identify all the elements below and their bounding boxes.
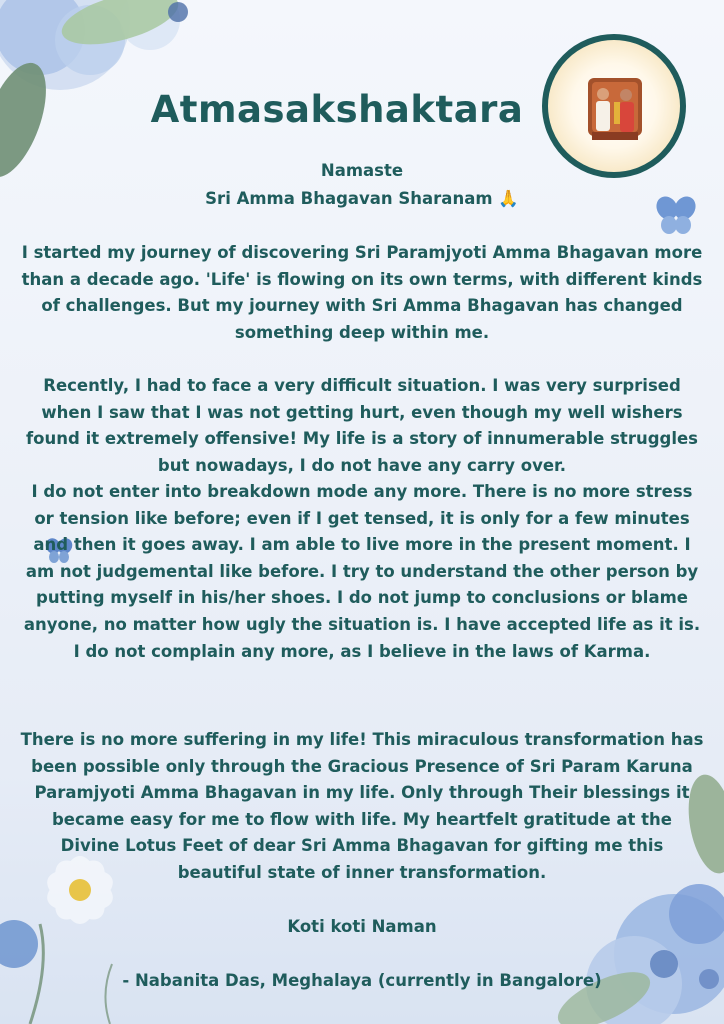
greeting-namaste: Namaste (320, 161, 404, 180)
portrait-medallion (542, 34, 686, 178)
closing-line: Koti koti Naman (287, 917, 437, 936)
signature: - Nabanita Das, Meghalaya (currently in Bangalore) (122, 971, 602, 990)
paragraph-gratitude: There is no more suffering in my life! This miraculous transformation has been possible only through the Gracious Presence of Sri Param Karuna Paramjyoti Amma Bhagavan in my life. Only through Their blessings it became easy for me to flow with life. My heartfelt gratitude at the Divine Lotus Feet of dear Sri Amma Bhagavan for gifting me this beautiful state of inner transformation. (20, 730, 704, 882)
paragraph-changes: I do not enter into breakdown mode any more. There is no more stress or tension like before; even if I get tensed, it is only for a few minutes and then it goes away. I am able to live more in the present moment. I am not judgemental like before. I try to understand the other person by putting myself in his/her shoes. I do not jump to conclusions or blame anyone, no matter how ugly the situation is. I have accepted life as it is. I do not complain any more, as I believe in the laws of Karma. (23, 482, 701, 661)
paragraph-journey: I started my journey of discovering Sri Paramjyoti Amma Bhagavan more than a decade ago. 'Life' is flowing on its own terms, with different kinds of challenges. But my journey with Sri Amma Bhagavan has changed something deep within me. (21, 243, 703, 342)
page-title: Atmasakshaktara (150, 88, 524, 131)
portrait-image (548, 40, 680, 172)
paragraph-difficult-situation: Recently, I had to face a very difficult situation. I was very surprised when I saw that I was not getting hurt, even though my well wishers found it extremely offensive! My life is a story of innumerable struggles but nowadays, I do not have any carry over. (26, 376, 698, 475)
greeting-sharanam: Sri Amma Bhagavan Sharanam 🙏 (205, 189, 519, 208)
